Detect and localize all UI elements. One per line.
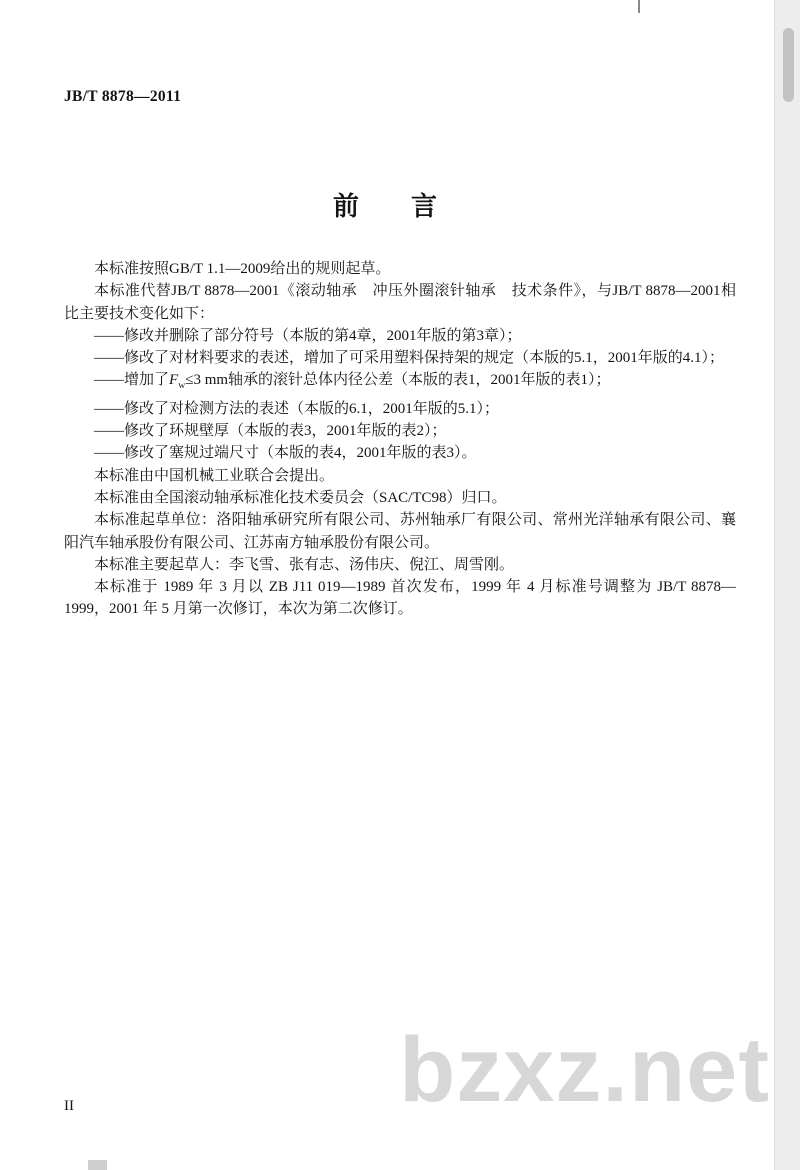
change-item-ring-gauge: ——修改了环规壁厚（本版的表3，2001年版的表2）； <box>94 423 447 440</box>
fw-subscript: w <box>178 380 186 392</box>
fw-prefix: ——增加了 <box>94 372 170 389</box>
change-item-materials: ——修改了对材料要求的表述，增加了可采用塑料保持架的规定（本版的5.1，2001年版的4.1）； <box>94 350 725 367</box>
paragraph-basis: 本标准按照GB/T 1.1—2009给出的规则起草。 <box>94 261 391 277</box>
document-body <box>64 258 736 621</box>
paragraph-drafters: 本标准主要起草人：李飞雪、张有志、汤伟庆、倪江、周雪刚。 <box>94 556 515 573</box>
page-title: 前 言 <box>332 192 437 221</box>
change-item-fw-tolerance <box>64 369 736 397</box>
paragraph-replaces: 本标准代替JB/T 8878—2001《滚动轴承 冲压外圈滚针轴承 技术条件》，与JB/T 8878—2001相比主要技术变化如下： <box>64 283 736 322</box>
paragraph-committee: 本标准由全国滚动轴承标准化技术委员会（SAC/TC98）归口。 <box>94 489 507 506</box>
page-number: II <box>64 1098 74 1114</box>
standard-number-header: JB/T 8878—2011 <box>64 88 182 105</box>
scrollbar-thumb[interactable] <box>783 28 794 102</box>
paragraph-history: 本标准于 1989 年 3 月以 ZB J11 019—1989 首次发布，1999 年 4 月标准号调整为 JB/T 8878—1999，2001 年 5 月第一次修订，本次为第二次修订。 <box>64 579 736 618</box>
page-separator-line <box>638 0 640 13</box>
change-item-plug-gauge: ——修改了塞规过端尺寸（本版的表4，2001年版的表3）。 <box>94 445 477 462</box>
change-item-symbols: ——修改并删除了部分符号（本版的第4章，2001年版的第3章）； <box>94 327 522 344</box>
fw-rest: ≤3 mm轴承的滚针总体内径公差（本版的表1，2001年版的表1）； <box>185 372 611 389</box>
paragraph-drafting-units: 本标准起草单位：洛阳轴承研究所有限公司、苏州轴承厂有限公司、常州光洋轴承有限公司、襄阳汽车轴承股份有限公司、江苏南方轴承股份有限公司。 <box>64 512 736 551</box>
scrollbar-track[interactable] <box>774 0 800 1170</box>
change-item-inspection: ——修改了对检测方法的表述（本版的6.1，2001年版的5.1）； <box>94 400 500 417</box>
watermark: bzxz.net <box>399 1019 770 1121</box>
paragraph-proposed-by: 本标准由中国机械工业联合会提出。 <box>94 467 335 484</box>
fw-symbol: F <box>169 372 179 389</box>
page-edge-artifact <box>88 1160 107 1170</box>
